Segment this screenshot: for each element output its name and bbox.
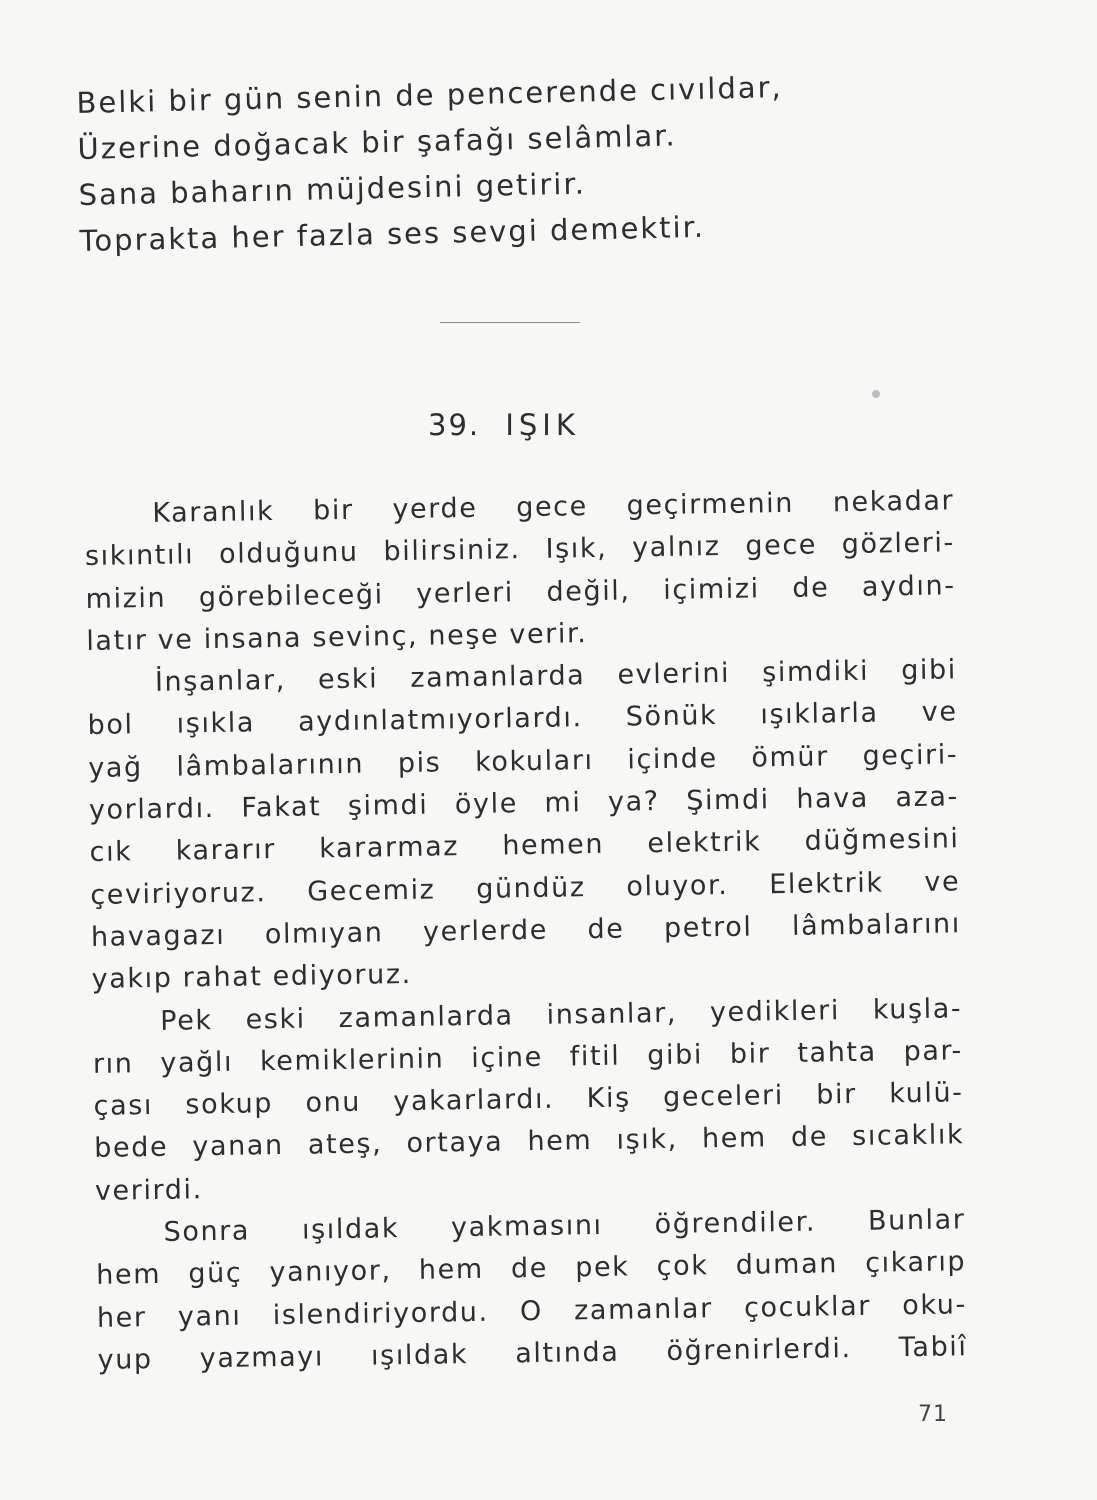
body-line: hem güç yanıyor, hem de pek çok duman çıkarıp	[96, 1246, 967, 1292]
poem-stanza	[76, 62, 880, 264]
body-line: yağ lâmbalarının pis kokuları içinde ömür geçiri-	[88, 739, 959, 784]
page-number: 71	[918, 1402, 948, 1427]
section-body	[84, 480, 968, 1382]
body-line: İnşanlar, eski zamanlarda evlerini şimdiki gibi	[154, 654, 958, 699]
body-line: her yanı islendiriyordu. O zamanlar çocuklar oku-	[96, 1288, 968, 1334]
body-line: bede yanan ateş, ortaya hem ışık, hem de sıcaklık	[94, 1119, 965, 1165]
poem-line: Üzerine doğacak bir şafağı selâmlar.	[77, 118, 678, 166]
body-line: latır ve insana sevinç, neşe verir.	[86, 618, 588, 657]
body-line: Sonra ışıldak yakmasını öğrendiler. Bunlar	[163, 1204, 966, 1248]
section-divider	[440, 322, 580, 323]
section-number: 39.	[428, 408, 481, 442]
body-line: yorlardı. Fakat şimdi öyle mi ya? Şimdi hava aza-	[88, 781, 960, 827]
body-line: cık kararır kararmaz hemen elektrik düğmesini	[89, 823, 960, 869]
poem-line: Toprakta her fazla ses sevgi demektir.	[79, 209, 706, 258]
section-title: IŞIK	[505, 408, 580, 442]
body-line: yup yazmayı ışıldak altında öğrenirlerdi. Tabiî	[97, 1331, 968, 1376]
section-heading	[428, 408, 580, 442]
body-line: havagazı olmıyan yerlerde de petrol lâmbalarını	[90, 908, 962, 953]
body-line: mizin görebileceği yerleri değil, içimizi de aydın-	[85, 569, 956, 615]
body-line: bol ışıkla aydınlatmıyorlardı. Sönük ışıklarla ve	[87, 696, 958, 742]
body-line: verirdi.	[94, 1173, 204, 1207]
body-line: rın yağlı kemiklerinin içine fitil gibi bir tahta par-	[92, 1035, 964, 1080]
body-line: Pek eski zamanlarda insanlar, yedikleri kuşla-	[160, 992, 963, 1037]
body-line: çeviriyoruz. Gecemiz gündüz oluyor. Elektrik ve	[90, 865, 961, 911]
poem-line: Sana baharın müjdesini getirir.	[78, 166, 587, 212]
body-line: sıkıntılı olduğunu bilirsiniz. Işık, yalnız gece gözleri-	[84, 527, 956, 573]
body-line: Karanlık bir yerde gece geçirmenin nekadar	[152, 485, 955, 529]
body-line: yakıp rahat ediyoruz.	[91, 959, 413, 996]
page-speck	[872, 390, 880, 398]
body-line: çası sokup onu yakarlardı. Kiş geceleri bir kulü-	[93, 1077, 964, 1123]
poem-line: Belki bir gün senin de pencerende cıvıldar,	[76, 69, 784, 120]
